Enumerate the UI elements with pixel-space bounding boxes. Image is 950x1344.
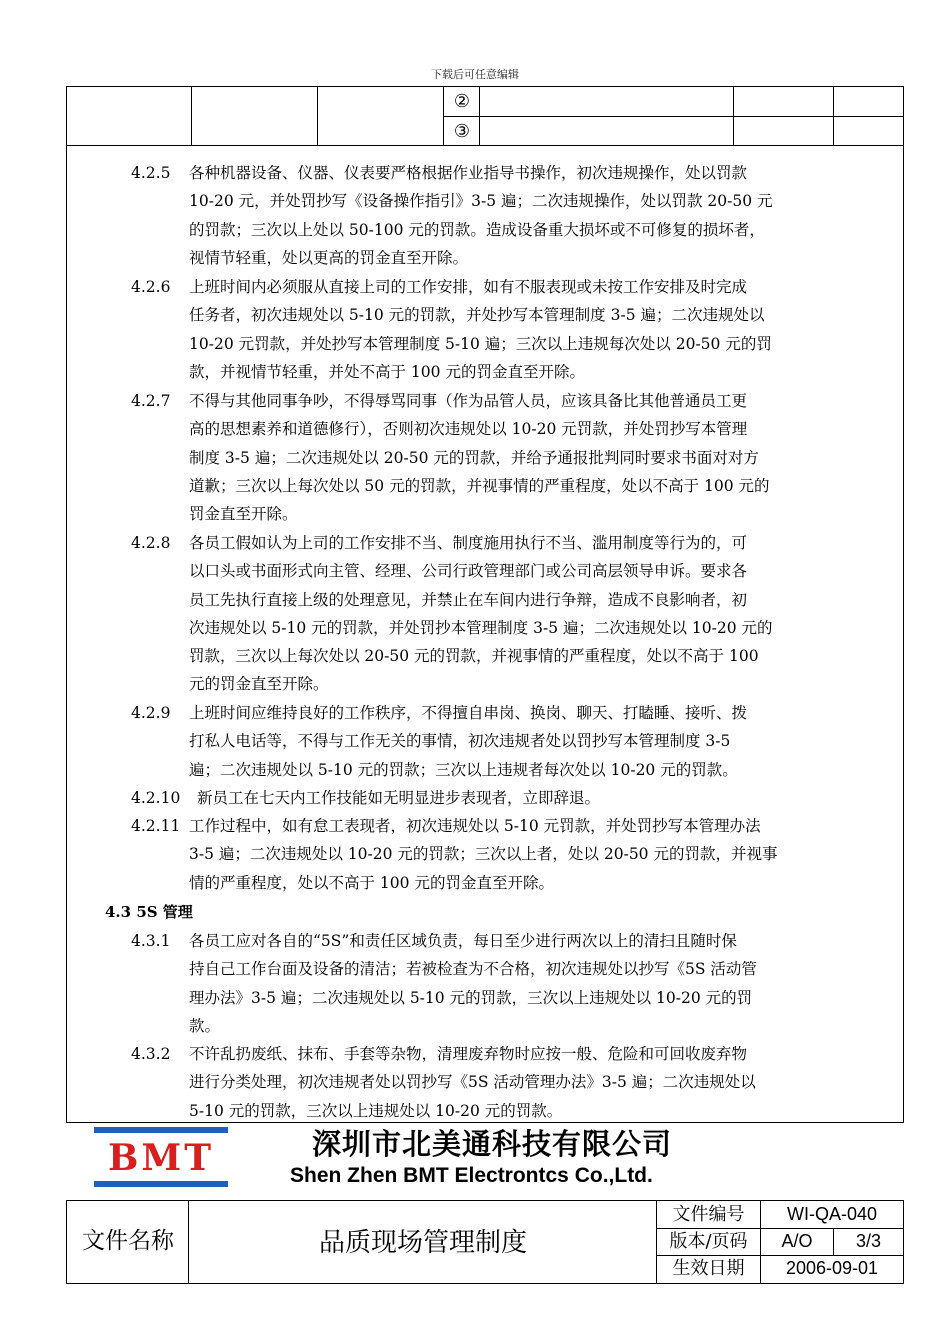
page-value: 3/3 bbox=[855, 1231, 882, 1251]
item-text: 工作过程中，如有怠工表现者，初次违规处以 5-10 元罚款，并处罚抄写本管理办法 3-5 遍；二次违规处以 10-20 元的罚款；三次以上者，处以 20-50 元的罚款，并视事 情的严重程度，处以不高于 100 元的罚金直至开除。 bbox=[189, 817, 778, 892]
section-heading: 4.3 5S 管理 bbox=[105, 903, 193, 921]
bmt-logo bbox=[94, 1127, 228, 1189]
download-watermark: 下载后可任意编辑 bbox=[431, 68, 519, 81]
effective-date-label: 生效日期 bbox=[672, 1258, 745, 1279]
doc-title: 品质现场管理制度 bbox=[318, 1228, 527, 1258]
logo-bar-top bbox=[94, 1127, 228, 1133]
mark-3: ③ bbox=[453, 121, 471, 142]
doc-name-label: 文件名称 bbox=[82, 1228, 174, 1254]
item-text: 各员工假如认为上司的工作安排不当、制度施用执行不当、滥用制度等行为的，可 以口头或书面形式向主管、经理、公司行政管理部门或公司高层领导申诉。要求各 员工先执行直接上级的处理意见，并禁止在车间内进行争辩，造成不良影响者，初 次违规处以 5-10 元的罚款，并处罚抄本管理制度 3-5 遍；二次违规处以 10-20 元的 罚款，三次以上每次处以 20-50 元的罚款，并视事情的严重程度，处以不高于 100 元的罚金直至开除。 bbox=[189, 534, 773, 694]
document-info-table bbox=[66, 1200, 904, 1284]
version-value: A/O bbox=[781, 1231, 813, 1251]
item-number: 4.2.6 bbox=[131, 278, 171, 296]
item-number: 4.2.11 bbox=[131, 817, 181, 835]
item-text: 上班时间内必须服从直接上司的工作安排，如有不服表现或未按工作安排及时完成 任务者，初次违规处以 5-10 元的罚款，并处抄写本管理制度 3-5 遍；二次违规处以 10-20 元罚款，并处抄写本管理制度 5-10 遍；三次以上违规每次处以 20-50 元的罚 款，并视情节轻重，并处不高于 100 元的罚金直至开除。 bbox=[189, 278, 772, 381]
doc-no-value: WI-QA-040 bbox=[786, 1204, 878, 1224]
item-number: 4.2.10 bbox=[131, 789, 181, 807]
item-number: 4.2.8 bbox=[131, 534, 171, 552]
content-box bbox=[66, 145, 904, 1123]
logo-bar-bottom bbox=[94, 1181, 228, 1187]
item-text: 不得与其他同事争吵，不得辱骂同事（作为品管人员，应该具备比其他普通员工更 高的思想素养和道德修行），否则初次违规处以 10-20 元罚款，并处罚抄写本管理 制度 3-5 遍；二次违规处以 20-50 元的罚款，并给予通报批判同时要求书面对对方 道歉；三次以上每次处以 50 元的罚款，并视事情的严重程度，处以不高于 100 元的 罚金直至开除。 bbox=[189, 392, 770, 524]
item-number: 4.3.2 bbox=[131, 1045, 171, 1063]
item-text: 上班时间应维持良好的工作秩序，不得擅自串岗、换岗、聊天、打瞌睡、接听、拨 打私人电话等，不得与工作无关的事情，初次违规者处以罚抄写本管理制度 3-5 遍；二次违规处以 5-10 元的罚款；三次以上违规者每次处以 10-20 元的罚款。 bbox=[189, 704, 748, 779]
logo-text: BMT bbox=[107, 1137, 215, 1179]
item-number: 4.2.9 bbox=[131, 704, 171, 722]
item-text: 各种机器设备、仪器、仪表要严格根据作业指导书操作，初次违规操作，处以罚款 10-20 元，并处罚抄写《设备操作指引》3-5 遍；二次违规操作，处以罚款 20-50 元 的罚款；三次以上处以 50-100 元的罚款。造成设备重大损坏或不可修复的损坏者， 视情节轻重，处以更高的罚金直至开除。 bbox=[189, 164, 773, 267]
item-text: 各员工应对各自的“5S”和责任区域负责，每日至少进行两次以上的清扫且随时保 持自己工作台面及设备的清洁；若被检查为不合格，初次违规处以抄写《5S 活动管 理办法》3-5 遍；二次违规处以 5-10 元的罚款，三次以上违规处以 10-20 元的罚 款。 bbox=[189, 932, 757, 1035]
effective-date-value: 2006-09-01 bbox=[785, 1258, 879, 1278]
item-number: 4.2.5 bbox=[131, 164, 171, 182]
company-name-en: Shen Zhen BMT Electrontcs Co.,Ltd. bbox=[290, 1164, 653, 1187]
mark-2: ② bbox=[453, 91, 471, 112]
company-name-cn: 深圳市北美通科技有限公司 bbox=[312, 1127, 673, 1161]
doc-no-label: 文件编号 bbox=[672, 1204, 745, 1225]
item-number: 4.3.1 bbox=[131, 932, 171, 950]
item-text: 新员工在七天内工作技能如无明显进步表现者，立即辞退。 bbox=[197, 789, 601, 807]
item-number: 4.2.7 bbox=[131, 392, 171, 410]
item-text: 不许乱扔废纸、抹布、手套等杂物，清理废弃物时应按一般、危险和可回收废弃物 进行分类处理，初次违规者处以罚抄写《5S 活动管理办法》3-5 遍；二次违规处以 5-10 元的罚款，三次以上违规处以 10-20 元的罚款。 bbox=[189, 1045, 756, 1120]
version-label: 版本/页码 bbox=[669, 1231, 748, 1252]
top-table bbox=[66, 86, 904, 146]
